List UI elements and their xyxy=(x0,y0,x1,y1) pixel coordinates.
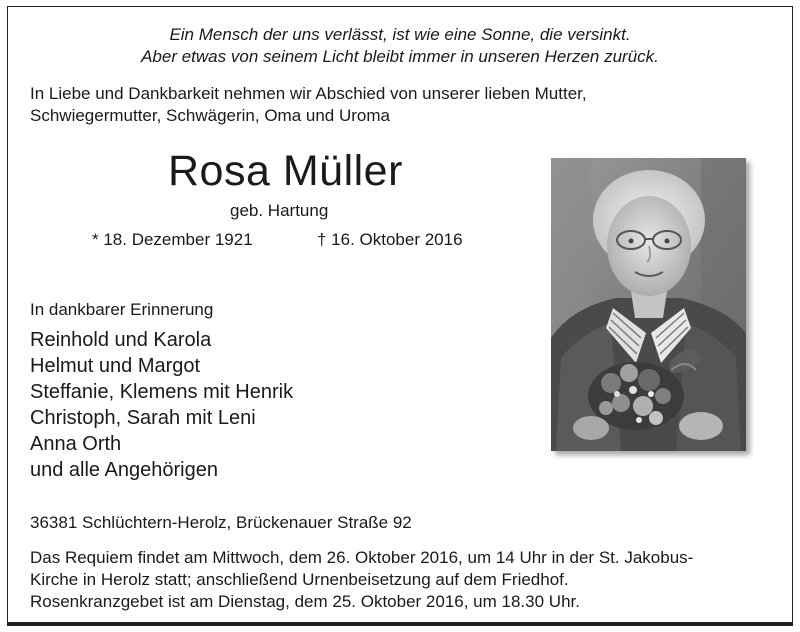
mourner-name: Steffanie, Klemens mit Henrik xyxy=(30,381,294,403)
service-line-2: Kirche in Herolz statt; anschließend Urnenbeisetzung auf dem Friedhof. xyxy=(30,570,569,589)
maiden-name: geb. Hartung xyxy=(230,201,329,220)
motto-line-1: Ein Mensch der uns verlässt, ist wie eine Sonne, die versinkt. xyxy=(169,25,631,44)
mourner-name: und alle Angehörigen xyxy=(30,459,218,481)
mourner-name: Helmut und Margot xyxy=(30,355,201,377)
death-date: † 16. Oktober 2016 xyxy=(317,230,463,249)
intro-line-2: Schwiegermutter, Schwägerin, Oma und Uroma xyxy=(30,106,390,125)
mourner-name: Reinhold und Karola xyxy=(30,329,212,351)
mourner-name: Christoph, Sarah mit Leni xyxy=(30,407,256,429)
birth-date: * 18. Dezember 1921 xyxy=(92,230,253,249)
deceased-name: Rosa Müller xyxy=(168,147,403,195)
mourners-heading: In dankbarer Erinnerung xyxy=(30,300,214,319)
address: 36381 Schlüchtern-Herolz, Brückenauer Straße 92 xyxy=(30,513,412,532)
service-line-3: Rosenkranzgebet ist am Dienstag, dem 25. Oktober 2016, um 18.30 Uhr. xyxy=(30,592,580,611)
portrait-photo xyxy=(551,158,746,451)
mourner-name: Anna Orth xyxy=(30,433,122,455)
service-line-1: Das Requiem findet am Mittwoch, dem 26. Oktober 2016, um 14 Uhr in der St. Jakobus- xyxy=(30,548,694,567)
intro-line-1: In Liebe und Dankbarkeit nehmen wir Abschied von unserer lieben Mutter, xyxy=(30,84,587,103)
frame-bottom-rule xyxy=(7,622,793,626)
motto-line-2: Aber etwas von seinem Licht bleibt immer in unseren Herzen zurück. xyxy=(141,47,659,66)
